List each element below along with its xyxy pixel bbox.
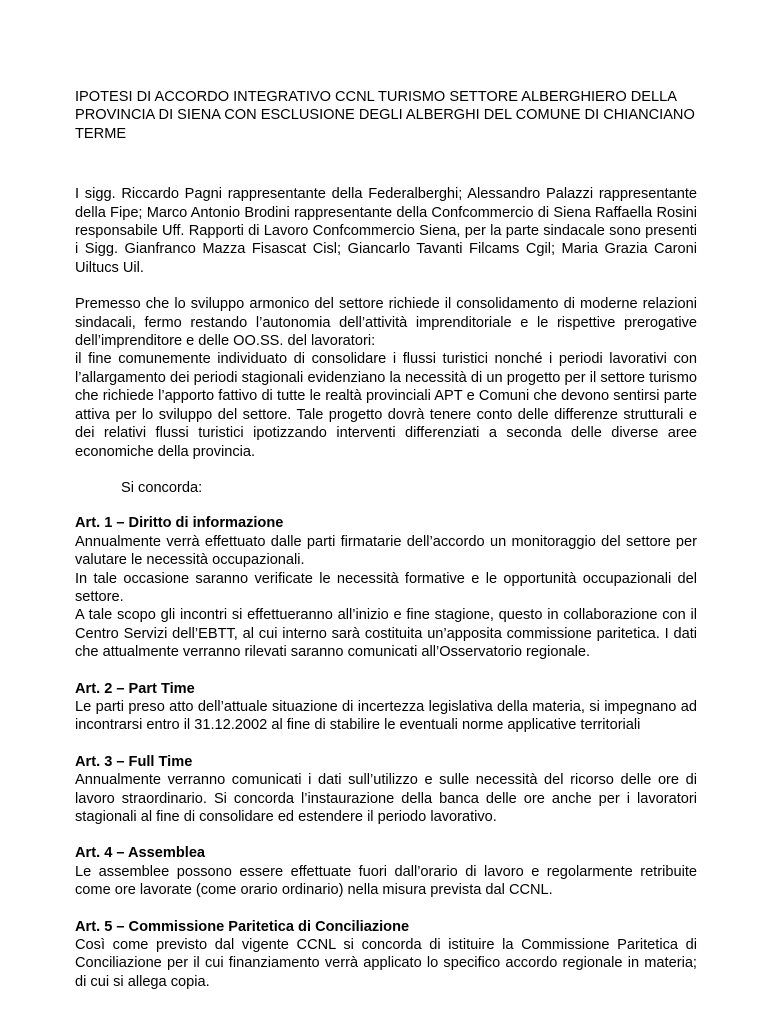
article-heading: Art. 3 – Full Time	[75, 753, 193, 770]
article-paragraph: Annualmente verranno comunicati i dati sull’utilizzo e sulle necessità del ricorso delle ore di lavoro straordinario. Si concorda l’instaurazione della banca delle ore anche per i lavoratori stagionali al fine di consolidare ed estendere il periodo lavorativo.	[75, 772, 697, 825]
article-paragraph: In tale occasione saranno verificate le necessità formative e le opportunità occupazionali del settore.	[75, 570, 697, 605]
article-heading: Art. 4 – Assemblea	[75, 845, 206, 862]
article-paragraph: Annualmente verrà effettuato dalle parti firmatarie dell’accordo un monitoraggio del settore per valutare le necessità occupazionali.	[75, 533, 697, 569]
article-heading: Art. 1 – Diritto di informazione	[75, 515, 284, 532]
article-paragraph: Le assemblee possono essere effettuate fuori dall’orario di lavoro e regolarmente retribuite come ore lavorate (come orario ordinario) nella misura prevista dal CCNL.	[75, 863, 697, 899]
premise-paragraph-1: Premesso che lo sviluppo armonico del settore richiede il consolidamento di moderne relazioni sindacali, fermo restando l’autonomia dell’attività imprenditoriale e le rispettive prerogative dell’imprenditore e delle OO.SS. del lavoratori:	[75, 296, 697, 350]
article-paragraph: Così come previsto dal vigente CCNL si concorda di istituire la Commissione Paritetica di Conciliazione per il cui finanziamento verrà applicato lo specifico accordo regionale in materia; di cui si allega copia.	[75, 937, 697, 990]
premise-paragraph-2: il fine comunemente individuato di consolidare i flussi turistici nonché i periodi lavorativi con l’allargamento dei periodi stagionali evidenziano la necessità di un progetto per il settore turismo che richiede l’apporto fattivo di tutte le realtà provinciali APT e Comuni che devono sentirsi parte attiva per lo sviluppo del settore. Tale progetto dovrà tenere conto delle differenze strutturali e dei relativi flussi turistici ipotizzando interventi differenziati a seconda delle diverse aree economiche della provincia.	[75, 351, 697, 460]
article-heading: Art. 5 – Commissione Paritetica di Conciliazione	[75, 918, 410, 935]
intro-paragraph: I sigg. Riccardo Pagni rappresentante della Federalberghi; Alessandro Palazzi rappresentante della Fipe; Marco Antonio Brodini rappresentante della Confcommercio di Siena Raffaella Rosini responsabile Uff. Rapporti di Lavoro Confcommercio Siena, per la parte sindacale sono presenti i Sigg. Gianfranco Mazza Fisascat Cisl; Giancarlo Tavanti Filcams Cgil; Maria Grazia Caroni Uiltucs Uil.	[75, 186, 697, 276]
agreed-line: Si concorda:	[121, 479, 203, 496]
article-4	[75, 844, 697, 899]
article-paragraph: A tale scopo gli incontri si effettueranno all’inizio e fine stagione, questo in collaborazione con il Centro Servizi dell’EBTT, al cui interno sarà costituita un’apposita commissione paritetica. I dati che attualmente verranno rilevati saranno comunicati all’Osservatorio regionale.	[75, 607, 697, 661]
article-paragraph: Le parti preso atto dell’attuale situazione di incertezza legislativa della materia, si impegnano ad incontrarsi entro il 31.12.2002 al fine di stabilire le eventuali norme applicative territoriali	[75, 698, 697, 734]
document-title: IPOTESI DI ACCORDO INTEGRATIVO CCNL TURISMO SETTORE ALBERGHIERO DELLA PROVINCIA DI SIENA CON ESCLUSIONE DEGLI ALBERGHI DEL COMUNE DI CHIANCIANO TERME	[75, 89, 695, 142]
article-2	[75, 680, 697, 735]
premise-block	[75, 295, 697, 461]
article-3	[75, 753, 697, 827]
article-5	[75, 918, 697, 992]
article-heading: Art. 2 – Part Time	[75, 680, 195, 697]
article-1	[75, 514, 697, 661]
document-page	[75, 88, 697, 1009]
